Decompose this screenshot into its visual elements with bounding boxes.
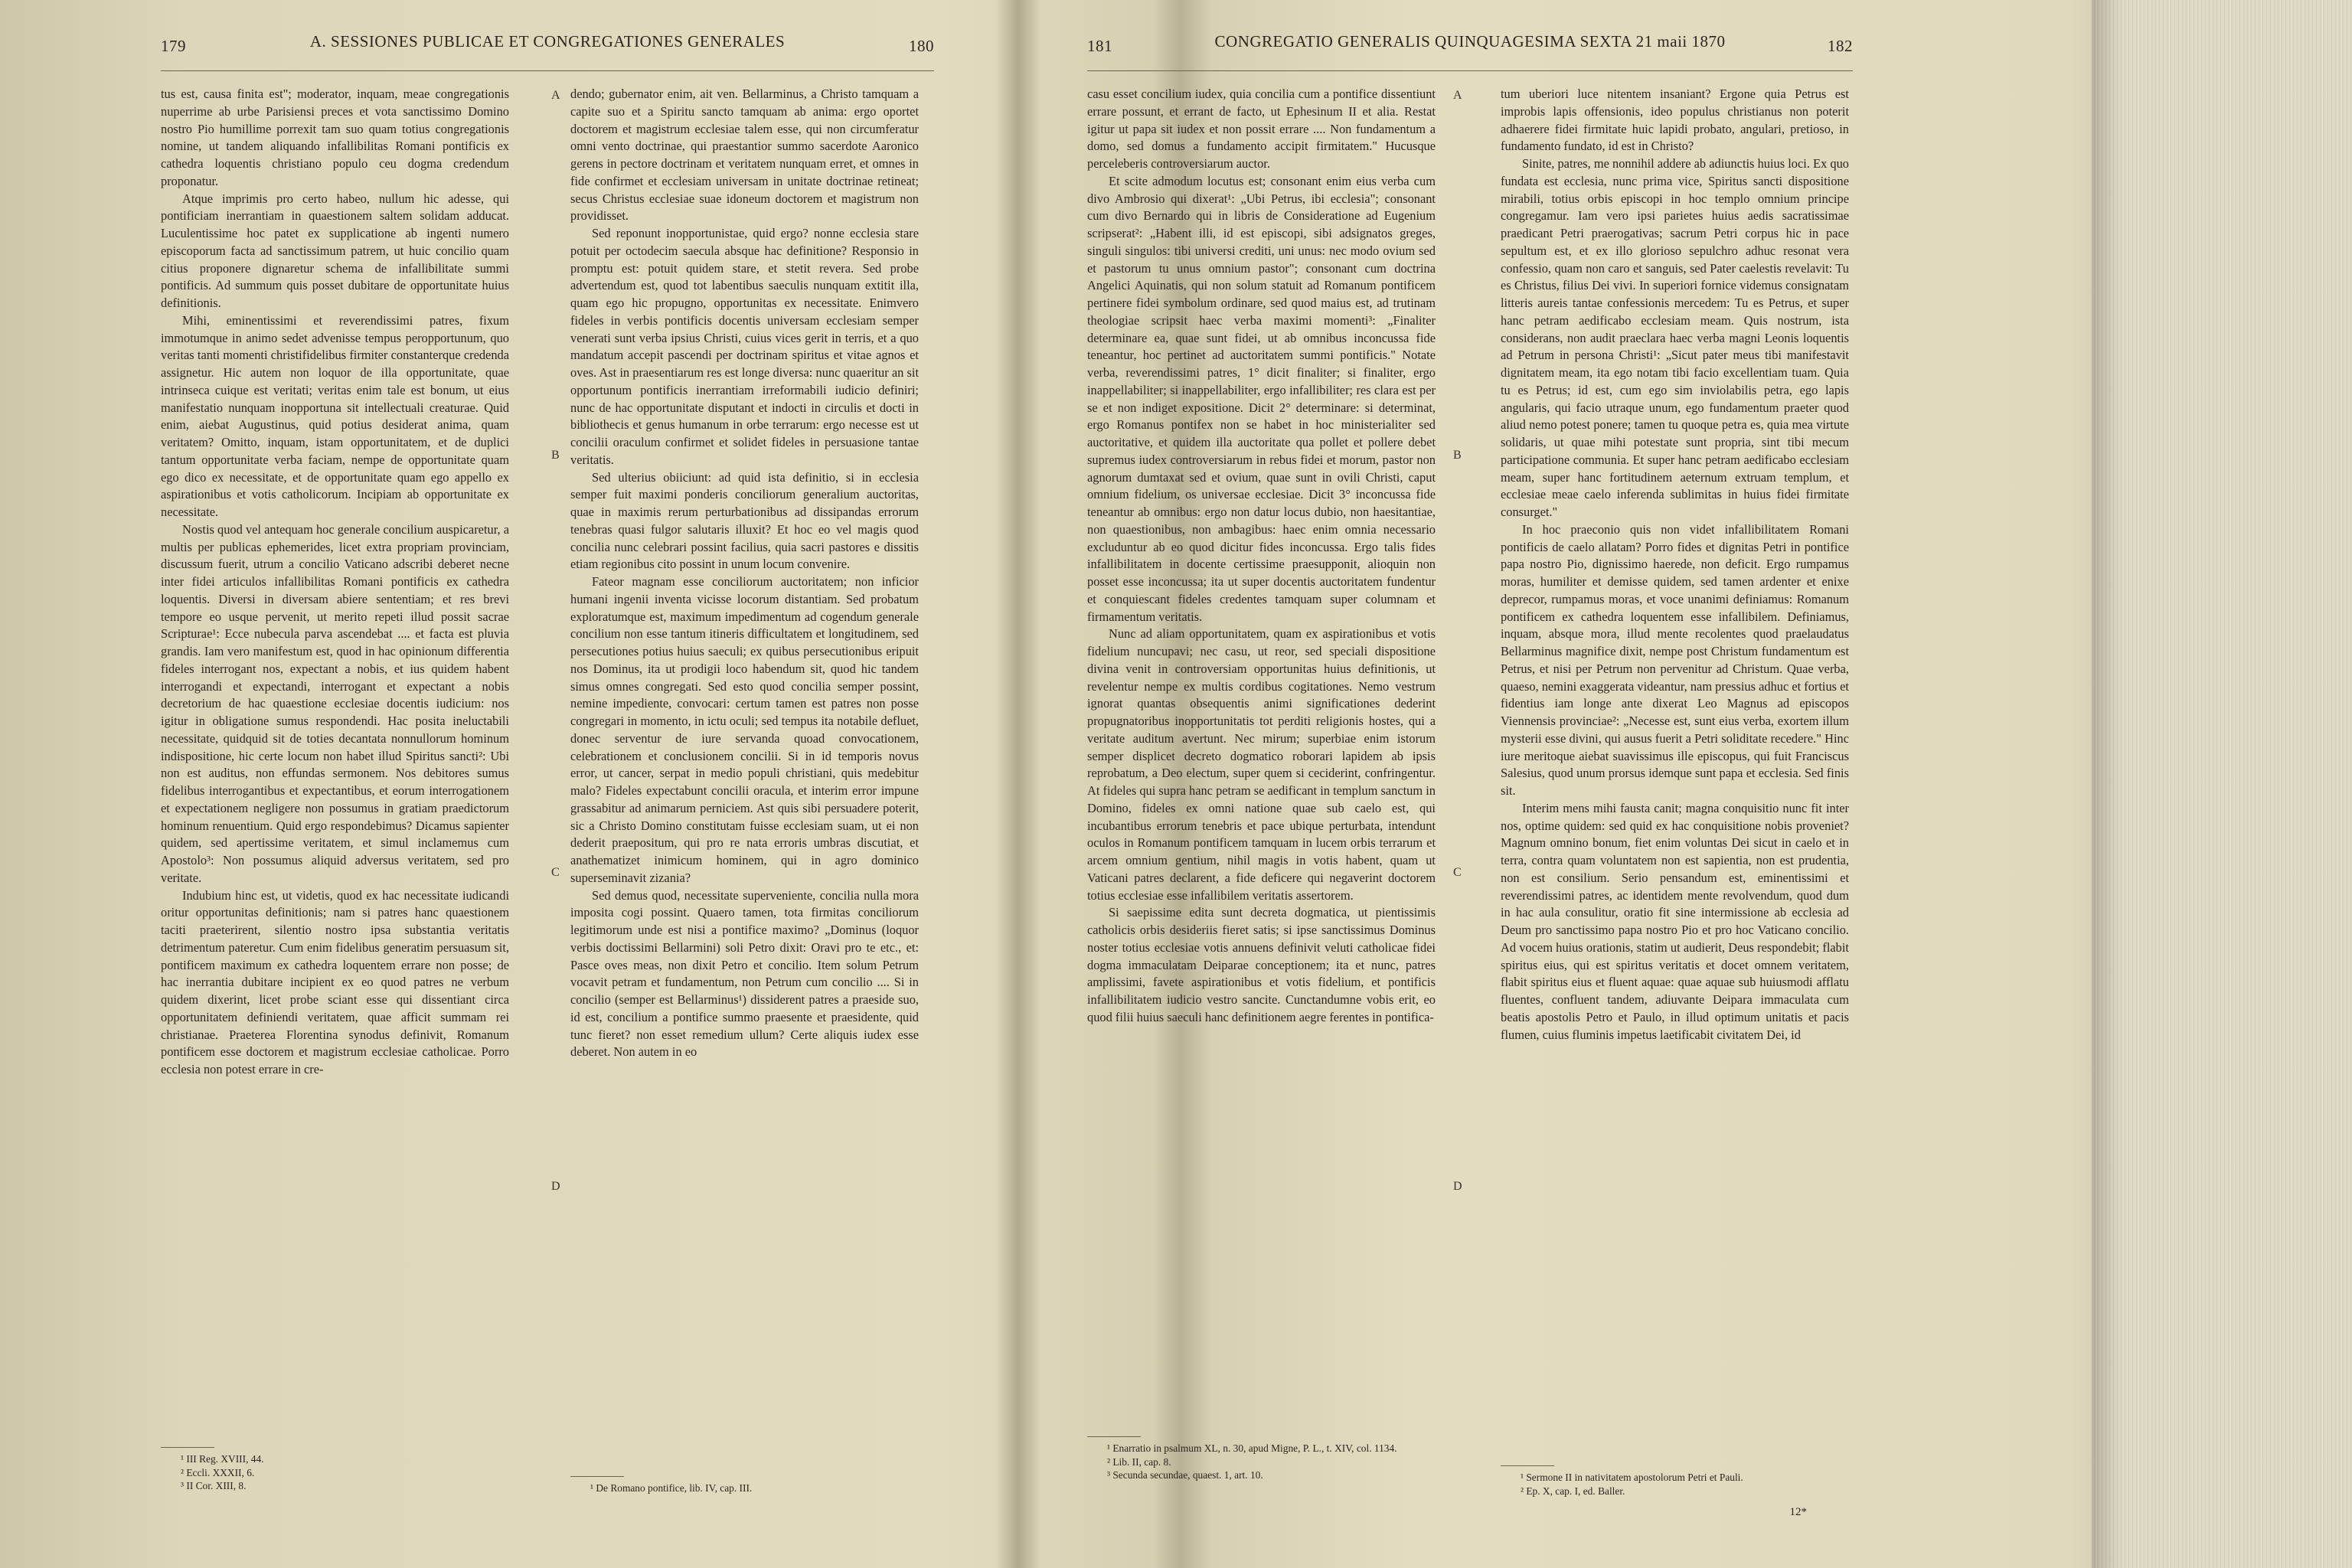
running-title: A. SESSIONES PUBLICAE ET CONGREGATIONES GENERALES xyxy=(309,32,786,51)
page-number: 179 xyxy=(161,37,186,55)
paragraph: Et scite admodum locutus est; consonant enim eius verba cum divo Ambrosio qui dixerat¹: „Ubi Petrus, ibi ecclesia"; consonant cum divo Bernardo qui in libris de Consideratione ad Eugenium scripserat²: „Habent illi, id est episcopi, sibi adsignatos greges, singuli singulos: tibi universi crediti, uni unus: nec modo ovium sed et pastorum tu unus omnium pastor"; consonant cum doctrina Angelici Aquinatis, qui non solum statuit ad Romanum pontificem pertinere fidei symbolum ordinare, sed quod maius est, ad trutinam theologiae scripsit haec verba maximi momenti³: „Finaliter determinare ea, quae sunt fidei, ut ab omnibus inconcussa fide teneantur, hoc pertinet ad auctoritatem summi pontificis." Notate verba, reverendissimi patres, 1° dicit finaliter; si finaliter, ergo inappellabiliter; si inappellabiliter, ergo infallibiliter; res clara est per se et non indiget expositione. Dicit 2° determinare: si determinat, ergo Romanus pontifex non se habet in hoc ministerialiter sed auctoritative, et quidem illa auctoritate qua pollet et pollere debet supremus iudex controversiarum in rebus fidei et morum, pastor non agnorum dumtaxat sed et ovium, quae sunt in ovili Christi, caput omnium fidelium, os universae ecclesiae. Dicit 3° inconcussa fide teneantur ab omnibus: ergo non datur locus dubio, non haesitantiae, non quaestionibus, non ambagibus: haec enim omnia necessario excluduntur ab eo quod dicitur fides inconcussa. Ergo talis fides infallibilitatem in docente certissime praesupponit, alioquin non posset esse inconcussa; ita ut super docentis auctoritatem fundentur et conquiescant fideles credentes tamquam super columnam et firmamentum veritatis. xyxy=(1087,173,1436,624)
header-rule xyxy=(161,70,934,71)
footnote: ² Ep. X, cap. I, ed. Baller. xyxy=(1521,1485,1625,1497)
running-title: CONGREGATIO GENERALIS QUINQUAGESIMA SEXTA 21 maii 1870 xyxy=(1214,32,1726,51)
margin-letter: C xyxy=(551,866,560,879)
margin-letter: D xyxy=(1453,1180,1462,1193)
paragraph: dendo; gubernator enim, ait ven. Bellarminus, a Christo tamquam a capite suo et a Spiritu sancto tamquam ab anima: ergo oportet doctorem et magistrum ecclesiae talem esse, qui non circumferatur omni vento doctrinae, qui praestantior summo sacerdote Aaronico gerens in pectore doctrinam et veritatem nunquam erret, et omnes in fide confirmet et ecclesiam universam in unitate doctrinae retineat; secus Christus ecclesiae suae idoneum doctorem et magistrum non providisset. xyxy=(570,87,919,224)
paragraph: Mihi, eminentissimi et reverendissimi patres, fixum immotumque in animo sedet advenisse tempus peropportunum, quo veritas tanti momenti christifidelibus firmiter constanterque credenda assignetur. Hic autem non loquor de illa opportunitate, quae intrinseca cuique est veritati; veritas enim tale est bonum, ut eius manifestatio nunquam inopportuna sit intellectuali creaturae. Quid enim, aiebat Augustinus, quid potius desiderat anima, quam veritatem? Omitto, inquam, istam opportunitatem, et de duplici tantum opportunitate verba faciam, nempe de opportunitate quam ego dico ex necessitate, et de opportunitate quam ego appello ex aspirationibus et votis catholicorum. Incipiam ab opportunitate ex necessitate. xyxy=(161,312,509,519)
paragraph: tum uberiori luce nitentem insaniant? Ergone quia Petrus est improbis lapis offensionis, ideo populus christianus non poterit adhaerere fidei firmitate huic lapidi probato, angulari, pretioso, in fundamento fundato, id est in Christo? xyxy=(1501,87,1849,154)
right-page xyxy=(1087,0,1853,1568)
header-rule xyxy=(1087,70,1853,71)
page-number: 180 xyxy=(909,37,934,55)
footnote-rule xyxy=(1501,1465,1554,1466)
paragraph: Indubium hinc est, ut videtis, quod ex hac necessitate iudicandi oritur opportunitas definitionis; nam si patres hanc quaestionem taciti praeterirent, silentio nostro ipsa substantia veritatis detrimentum pateretur. Cum enim fidelibus generatim persuasum sit, pontificem maximum ex cathedra loquentem errare non posse; de hac inerrantia dubitare incipient ex eo quod patres ne verbum quidem dixerint, licet probe sciant esse qui dissentiant circa opportunitatem definiendi veritatem, quae afficit summam rei christianae. Praeterea Florentina synodus definivit, Romanum pontificem esse doctorem et magistrum ecclesiae catholicae. Porro ecclesia non potest errare in cre- xyxy=(161,887,509,1076)
paragraph: Sed demus quod, necessitate superveniente, concilia nulla mora imposita cogi possint. Quaero tamen, tota firmitas conciliorum legitimorum unde est nisi a pontifice maximo? „Dominus (loquor verbis doctissimi Bellarmini) soli Petro dixit: Oravi pro te etc., et: Pasce oves meas, non dixit Petro et concilio. Item solum Petrum vocavit petram et fundamentum, non Petrum cum concilio .... Si in concilio (semper est Bellarminus¹) dissiderent patres a praeside suo, id est, concilium a pontifice summo praesente et praesidente, quid tunc fieret? non esset remedium ullum? Certe aliquis iudex esse deberet. Non autem in eo xyxy=(570,887,919,1060)
page-number: 181 xyxy=(1087,37,1112,55)
footnote-rule xyxy=(1087,1436,1141,1437)
footnote: ² Lib. II, cap. 8. xyxy=(1107,1455,1171,1468)
paragraph: In hoc praeconio quis non videt infallibilitatem Romani pontificis de caelo allatam? Porro fides et dignitas Petri in pontifice papa nostro Pio, dignissimo haerede, non deficit. Ergo rumpamus moras, humiliter et demisse quidem, sed tamen ardenter et enixe deprecor, rumpamus moras, et voce unanimi definiamus: Romanum pontificem ex cathedra loquentem esse infallibilem. Definiamus, inquam, absque mora, illud mente recolentes quod praelaudatus Bellarminus magnifice dixit, nempe post Christum fundamentum est Petrus, et nisi per Petrum non pervenitur ad Christum. Quae verba, quaeso, nemini exaggerata videantur, nam pressius adhuc et fortius et fidentius iam longe ante dixerat Leo Magnus ad episcopos Viennensis provinciae²: „Necesse est, sunt eius verba, exortem illum mysterii esse divini, qui ausus fuerit a Petri soliditate recedere." Hinc iure meritoque aiebat suavissimus ille episcopus, qui fuit Franciscus Salesius, quod unum prorsus idemque sunt papa et ecclesia. Sed finis sit. xyxy=(1501,521,1849,798)
page-number: 182 xyxy=(1828,37,1853,55)
left-page xyxy=(161,0,934,1568)
footnote: ² Eccli. XXXII, 6. xyxy=(181,1466,255,1478)
left-page-header xyxy=(161,32,934,63)
margin-letter: C xyxy=(1453,866,1462,879)
paragraph: Si saepissime edita sunt decreta dogmatica, ut pientissimis catholicis orbis desideriis fieret satis; si ipse sanctissimus Dominus noster totius ecclesiae votis annuens definivit veluti catholicae fidei dogma immaculatam Deiparae conceptionem; ita et nunc, patres amplissimi, favete aspirationibus et votis fidelium, et pontificis infallibilitatem iudicio vestro sancite. Cunctandumne vobis erit, eo quod filii huius saeculi hanc definitionem aegre ferentes in pontifica- xyxy=(1087,905,1436,1024)
margin-letter: A xyxy=(1453,89,1462,102)
text-column-2 xyxy=(1501,86,1849,1418)
paragraph: casu esset concilium iudex, quia concilia cum a pontifice dissentiunt errare possunt, et errant de facto, ut Ephesinum II et alia. Restat igitur ut papa sit iudex et non possit errare .... Non fundamentum a domo, sed domus a fundamento accipit firmitatem." Hucusque perceleberis controversiarum auctor. xyxy=(1087,87,1436,171)
footnotes xyxy=(570,1476,919,1495)
margin-letter: D xyxy=(551,1180,560,1193)
text-column-1 xyxy=(161,86,509,1418)
footnotes xyxy=(1501,1465,1849,1498)
margin-letter: B xyxy=(551,449,560,462)
paragraph: Fateor magnam esse conciliorum auctoritatem; non inficior humani ingenii inventa vicisse locorum distantiam. Sed probatum exploratumque est, maximum impedimentum ad cogendum generale concilium non esse tantum itineris difficultatem et longitudinem, sed persecutiones potius huius saeculi; ex quibus persecutionibus eripuit nos Dominus, ita ut prodigii loco habendum sit, quod hic tandem simus omnes congregati. Sed esto quod concilia semper possint, nemine impediente, convocari: certum tamen est patres non posse congregari in momento, in ictu oculi; sed tempus ita notabile defluet, donec serventur de iure servanda quoad convocationem, celebrationem et conclusionem concilii. Si in id temporis novus error, ut cancer, serpat in medio populi christiani, quis medebitur malo? Fideles expectabunt concilii oracula, et interim error impune grassabitur ad animarum perniciem. Ast quis sibi persuadere poterit, sic a Christo Domino constitutam fuisse ecclesiam suam, ut ei non dederit praepositum, qui pro re nata erroris umbras discutiat, et anathematizet inimicum hominem, qui in agro dominico superseminavit zizania? xyxy=(570,574,919,885)
text-column-1 xyxy=(1087,86,1436,1418)
footnote: ¹ Enarratio in psalmum XL, n. 30, apud Migne, P. L., t. XIV, col. 1134. xyxy=(1107,1442,1397,1454)
paragraph: Sed ulterius obiiciunt: ad quid ista definitio, si in ecclesia semper fuit maximi ponderis conciliorum generalium auctoritas, quae in maximis rerum perturbationibus ad dissipandas errorum tenebras quasi fulgor salutaris illuxit? Et hoc eo vel magis quod concilia nunc celebrari possint facilius, quia sacri pastores e dissitis etiam regionibus cito possint in unum locum convenire. xyxy=(570,469,919,572)
footnote: ³ Secunda secundae, quaest. 1, art. 10. xyxy=(1107,1469,1263,1481)
paragraph: Interim mens mihi fausta canit; magna conquisitio nunc fit inter nos, optime quidem: sed quid ex hac conquisitione nobis proveniet? Magnum omnino bonum, fiet enim voluntas Dei sicut in caelo et in terra, contra quam voluntatem non est sapientia, non est prudentia, non est consilium. Serio pensandum est, eminentissimi et reverendissimi patres, ac identidem mente revolvendum, quod dum in hac aula consulitur, oratio fit sine intermissione ab ecclesia ad Deum pro sanctissimo papa nostro Pio et pro hoc Vaticano concilio. Ad vocem huius orationis, statim ut audierit, Deus respondebit; flabit spiritus eius, qui est spiritus veritatis et docet omnem veritatem, flabit spiritus eius et fluent aquae: quae aquae sub huiusmodi afflatu fluentes, confluent tandem, adiuvante Deipara immaculata cum beatis apostolis Petro et Paulo, in illud optimum unitatis et pacis flumen, cuius fluminis impetus laetificabit civitatem Dei, id xyxy=(1501,800,1849,1042)
footnote: ³ II Cor. XIII, 8. xyxy=(181,1480,247,1491)
right-page-header xyxy=(1087,32,1853,63)
paragraph: Sinite, patres, me nonnihil addere ab adiunctis huius loci. Ex quo fundata est ecclesia, nunc prima vice, Spiritus sancti dispositione mirabili, totius orbis episcopi in hoc templo omnium principe congregamur. Iam vero ipsi parietes huius aedis sacratissimae praedicant Petri praerogativas; sacrum Petri corpus hic in pace sepultum est, et ex illo glorioso sepulchro adhuc resonat vera confessio, quam non caro et sanguis, sed Pater caelestis revelavit: Tu es Christus, filius Dei vivi. In superiori fornice videmus consignatam litteris aureis tantae confessionis mercedem: Tu es Petrus, et super hanc petram aedificabo ecclesiam meam. Quis nostrum, ista considerans, non audit praeclara haec verba magni Leonis loquentis ad Petrum in persona Christi¹: „Sicut pater meus tibi manifestavit dignitatem meam, ita ego notam tibi facio excellentiam tuam. Quia tu es Petrus; id est, cum ego sim inviolabilis petra, ego lapis angularis, qui facio utraque unum, ego fundamentum praeter quod aliud nemo potest ponere; tamen tu quoque petra es, quia mea virtute solidaris, ut quae mihi potestate sunt propria, sint tibi mecum participatione communia. Et super hanc petram aedificabo ecclesiam meam, super hanc fortitudinem aeternum extruam templum, et ecclesiae meae caelo inferenda sublimitas in huius fidei firmitate consurget." xyxy=(1501,156,1849,519)
footnote: ¹ De Romano pontifice, lib. IV, cap. III. xyxy=(590,1482,753,1494)
margin-letter: B xyxy=(1453,449,1462,462)
paragraph: Sed reponunt inopportunistae, quid ergo? nonne ecclesia stare potuit per octodecim saecula absque hac definitione? Responsio in promptu est: potuit quidem stare, et stetit revera. Sed probe advertendum est, quod tot labentibus saeculis nunquam extitit illa, quam ego hic propugno, opportunitas ex necessitate. Enimvero fideles in verbis pontificis docentis universam ecclesiam semper venerati sunt verba ipsius Christi, cuius vices gerit in terris, et a quo mandatum accepit pascendi per doctrinam spiritus et vitae agnos et oves. Ast in praesentiarum res est longe diversa: nunc quaeritur an sit opportunum pontificis inerrantiam irreformabili iudicio definiri; nunc de hac opportunitate disputant et indocti in circulis et docti in bibliothecis et genus humanum in orbe terrarum: ergo necesse est ut concilii oraculum confirmet et solidet fideles in persuasione tantae veritatis. xyxy=(570,226,919,467)
footnote-rule xyxy=(570,1476,624,1477)
footnotes xyxy=(161,1447,509,1493)
book-gutter xyxy=(995,0,1041,1568)
text-column-2 xyxy=(570,86,919,1418)
margin-letter: A xyxy=(551,89,560,102)
footnote-rule xyxy=(161,1447,214,1448)
footnote: ¹ III Reg. XVIII, 44. xyxy=(181,1453,264,1465)
footnote: ¹ Sermone II in nativitatem apostolorum Petri et Pauli. xyxy=(1521,1472,1743,1483)
signature-mark: 12* xyxy=(1789,1506,1807,1518)
paragraph: Nunc ad aliam opportunitatem, quam ex aspirationibus et votis fidelium nuncupavi; nec casu, ut reor, sed speciali dispositione divina venit in controversiam opportunitas huius definitionis, ut revelentur nempe ex multis cordibus cogitationes. Nemo vestrum ignorat quantas obsequentis animi significationes dederint propugnatoribus inopportunitatis tot perditi religionis hostes, qui a veritate auditum avertunt. Nec mirum; superbiae enim istorum semper displicet decreto dogmatico roborari lapidem ab ipsis reprobatum, a Deo electum, super quem si ceciderint, confringentur. At fideles qui supra hanc petram se aedificant in templum sanctum in Domino, fideles ex omni natione quae sub caelo est, qui incubantibus errorum tenebris et pace ubique perturbata, intendunt oculos in Romanum pontificem tamquam in lucem orbis terrarum et arcem omnium gentium, nihil magis in votis habent, quam ut Vaticani patres declarent, a fide deficere qui negaverint doctorem totius ecclesiae esse infallibilem veritatis assertorem. xyxy=(1087,626,1436,903)
page-edges xyxy=(2092,0,2352,1568)
paragraph: tus est, causa finita est"; moderator, inquam, meae congregationis nuperrime ab urbe Parisiensi preces et vota sanctissimo Domino nostro Pio humillime porrexit tam suo quam totius congregationis nomine, ut tandem aliquando infallibilitas Romani pontificis ex cathedra loquentis christiano populo ceu dogma credendum proponatur. xyxy=(161,87,509,188)
footnotes xyxy=(1087,1436,1436,1482)
paragraph: Atque imprimis pro certo habeo, nullum hic adesse, qui pontificiam inerrantiam in quaestionem saltem solidam adducat. Luculentissime hoc patet ex supplicatione ab ingenti numero episcoporum facta ad sanctissimum patrem, ut huic concilio quam citius proponere dignaretur schema de infallibilitate summi pontificis. Ad summum quis posset dubitare de opportunitate huius definitionis. xyxy=(161,191,509,310)
paragraph: Nostis quod vel antequam hoc generale concilium auspicaretur, a multis per publicas ephemerides, licet extra propriam provinciam, discussum fuerit, utrum a concilio Vaticano adscribi deberet necne inter fidei articulos infallibilitas Romani pontificis ex cathedra loquentis. Diversi in diversam abiere sententiam; et res brevi tempore eo usque pervenit, ut merito repeti illud possit sacrae Scripturae¹: Ecce nubecula parva ascendebat .... et facta est pluvia grandis. Iam vero manifestum est, quod in hac opinionum differentia fideles interrogant nos, expectant a nobis, et ius quidem habent interrogandi et expectandi, interrogant et expectant a nobis decretorium de hac quaestione ecclesiae docentis iudicium: nos igitur in obligatione sumus respondendi. Hac posita ineluctabili necessitate, quidquid sit de toties decantata nonnullorum hominum indispositione, hic certe locum non habet illud Spiritus sancti²: Ubi non est auditus, non effundas sermonem. Nos debitores sumus fidelibus interrogantibus et expectantibus, et eorum interrogationem et expectationem negligere non possumus in gratiam praedictorum hominum renuentium. Quid ergo respondebimus? Dicamus sapienter quidem, sed apertissime veritatem, et simul inclamemus cum Apostolo³: Non possumus aliquid adversus veritatem, sed pro veritate. xyxy=(161,521,509,885)
